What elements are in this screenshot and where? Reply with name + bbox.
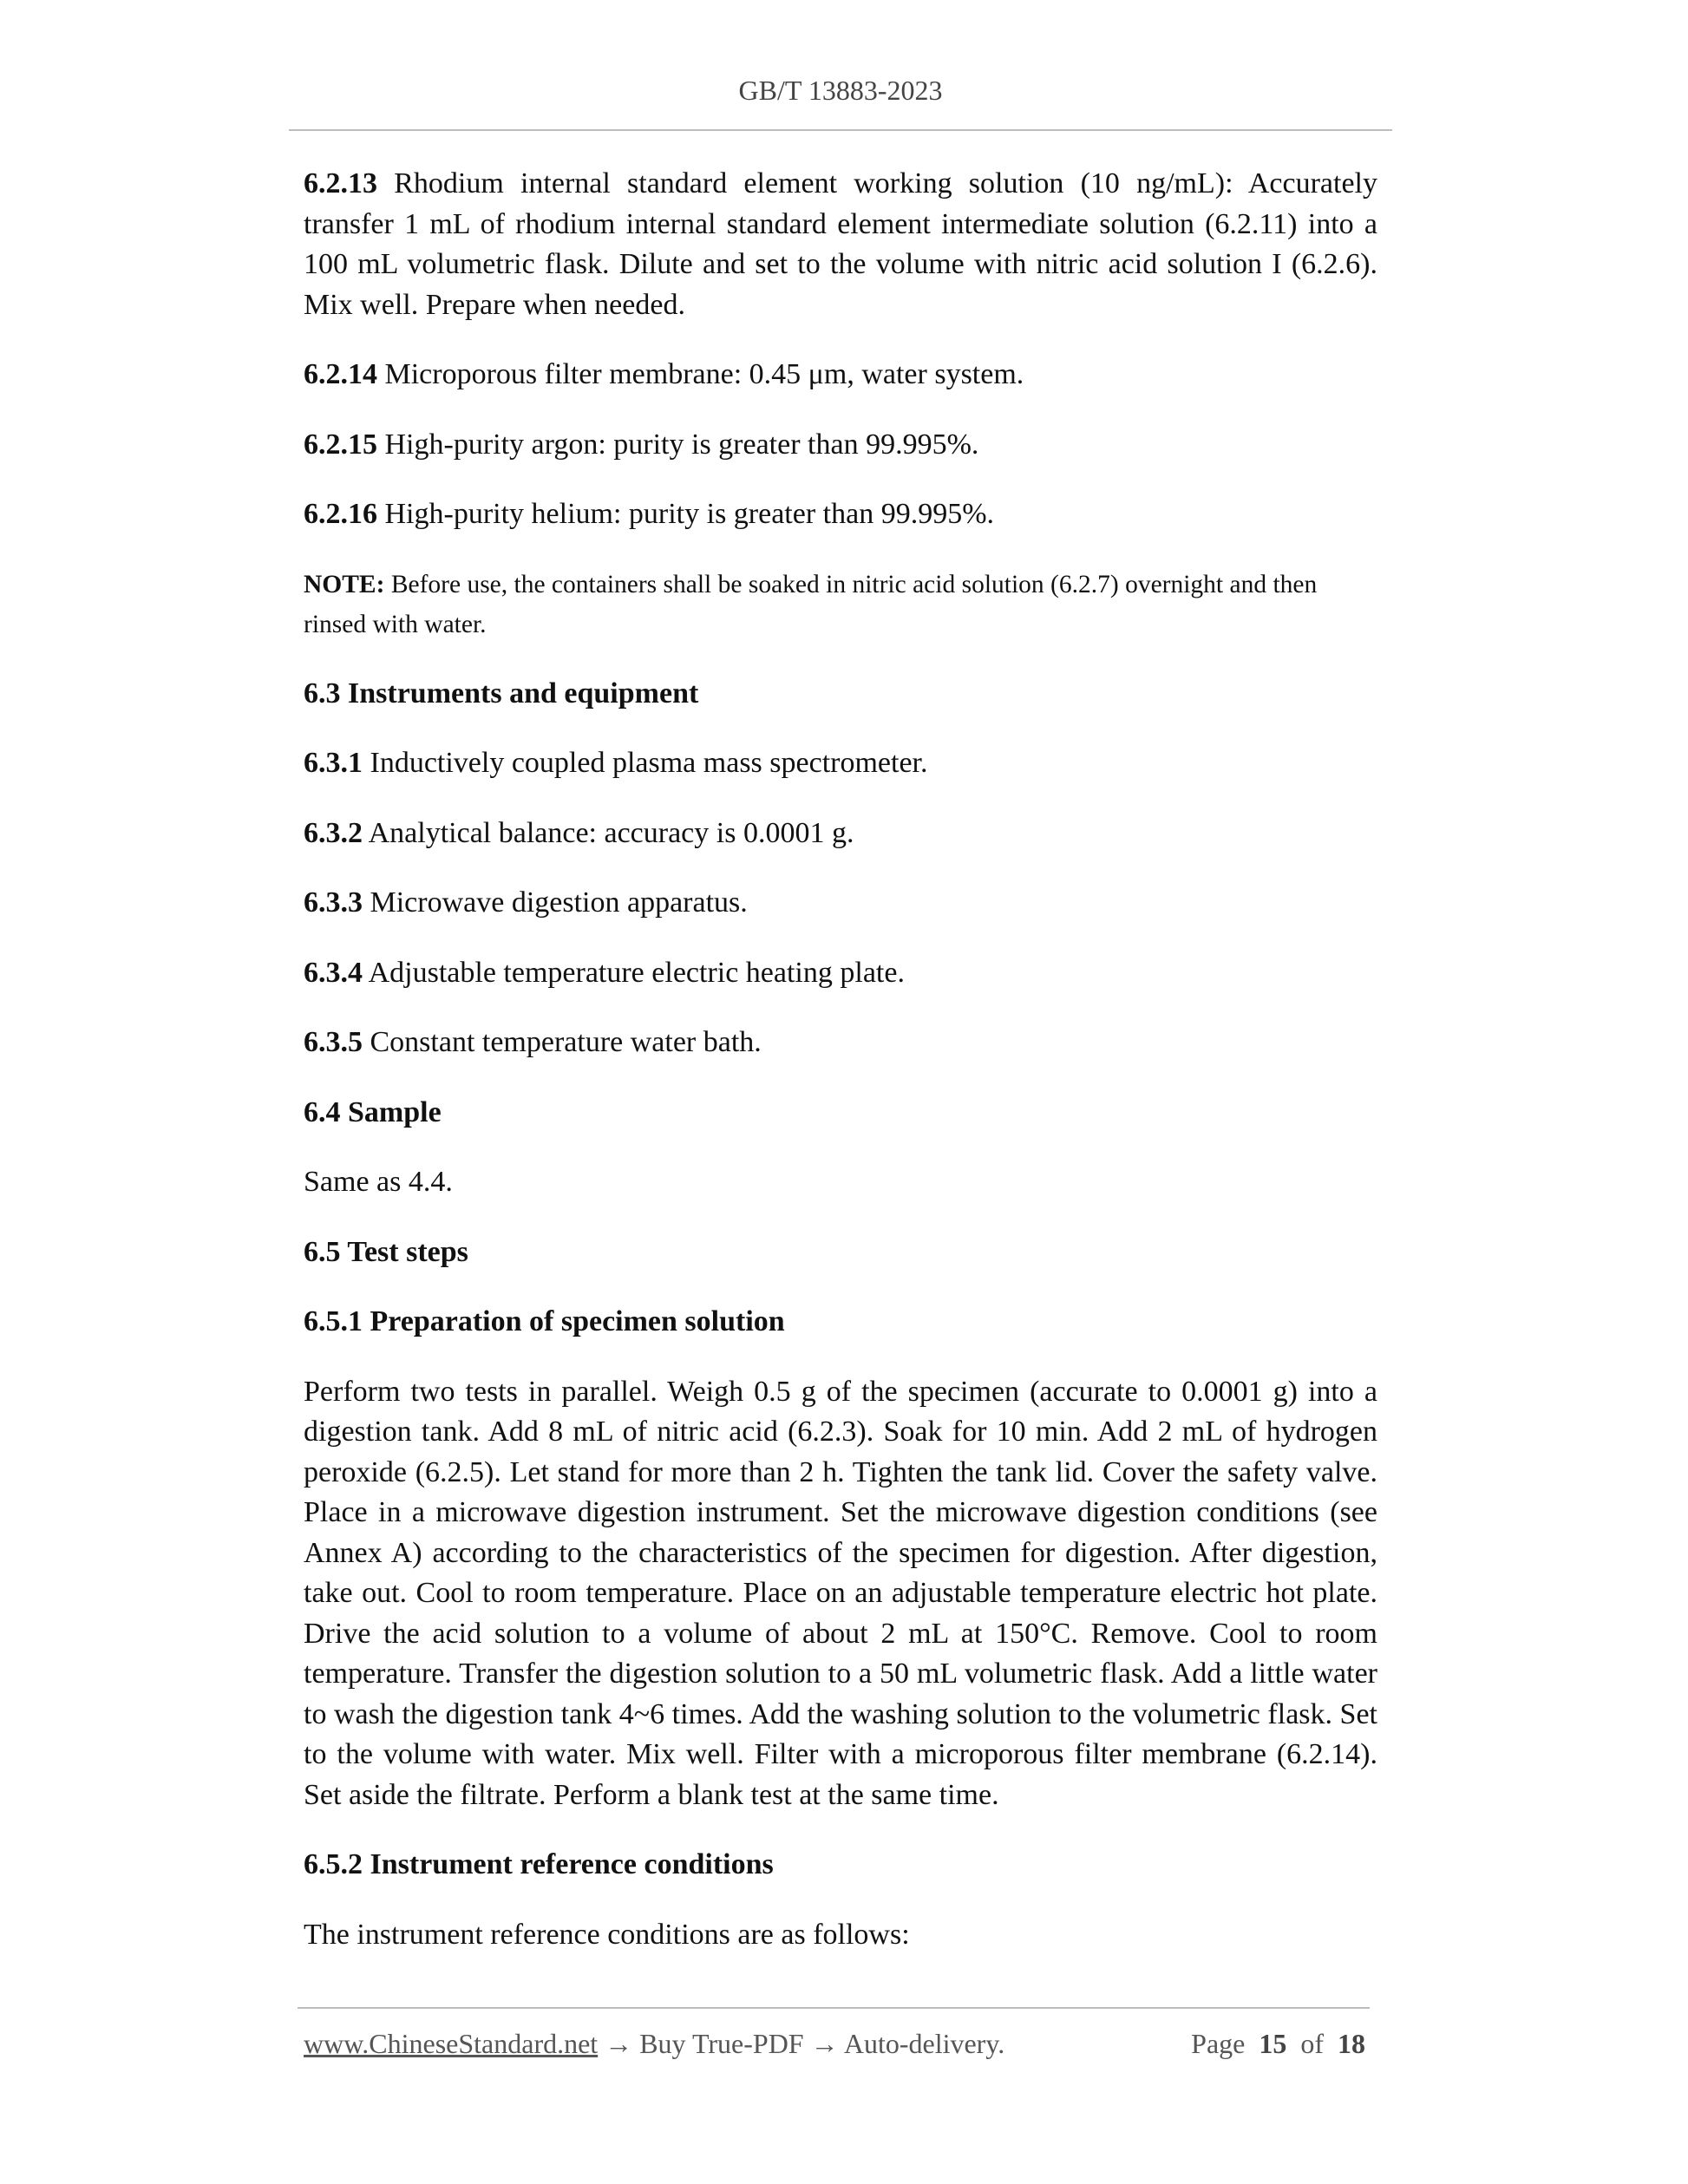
running-header: GB/T 13883-2023 (738, 75, 943, 106)
section-heading-6-4: 6.4 Sample (304, 1095, 442, 1128)
clause-text: Rhodium internal standard element working solution (10 ng/mL): Accurately transfer 1 mL of rhodium internal standard element intermediate solution (6.2.11) into a 100 mL volumetric flask. Dilute and set to the volume with nitric acid solution I (6.2.6). Mix well. Prepare when needed. (304, 167, 1377, 321)
clause-number: 6.2.16 (304, 498, 377, 530)
header-rule (289, 129, 1392, 131)
section-heading-6-5: 6.5 Test steps (304, 1235, 468, 1268)
clause-number: 6.3.2 (304, 816, 363, 849)
clause-text: Inductively coupled plasma mass spectrometer. (363, 747, 928, 779)
clause-6-2-14 (304, 355, 1377, 396)
page-number: 15 (1259, 2028, 1287, 2059)
section-heading-6-5-1: 6.5.1 Preparation of specimen solution (304, 1305, 785, 1337)
note-label: NOTE: (304, 570, 385, 598)
note (304, 565, 1377, 644)
clause-6-3-1 (304, 743, 1377, 784)
clause-text: Microwave digestion apparatus. (363, 886, 748, 919)
clause-number: 6.3.5 (304, 1026, 363, 1058)
clause-number: 6.3.1 (304, 747, 363, 779)
page-total: 18 (1338, 2028, 1365, 2059)
page-counter (1191, 2028, 1365, 2060)
clause-6-3-2 (304, 814, 1377, 854)
page-word: Page (1191, 2028, 1246, 2059)
clause-text: Analytical balance: accuracy is 0.0001 g. (363, 816, 854, 849)
clause-text: Constant temperature water bath. (363, 1026, 762, 1058)
clause-text: High-purity helium: purity is greater than 99.995%. (377, 498, 995, 530)
paragraph-6-5-2: The instrument reference conditions are as follows: (304, 1918, 910, 1951)
clause-number: 6.2.13 (304, 167, 377, 199)
footer-rule (298, 2007, 1370, 2009)
clause-6-2-13 (304, 164, 1377, 325)
clause-text: Adjustable temperature electric heating plate. (363, 956, 905, 989)
clause-6-2-16 (304, 494, 1377, 535)
clause-text: Microporous filter membrane: 0.45 μm, water system. (377, 358, 1024, 390)
clause-6-2-15 (304, 425, 1377, 466)
section-heading-6-5-2: 6.5.2 Instrument reference conditions (304, 1848, 774, 1880)
clause-6-3-5 (304, 1023, 1377, 1063)
paragraph-6-4: Same as 4.4. (304, 1166, 453, 1198)
clause-number: 6.2.15 (304, 428, 377, 461)
section-heading-6-3: 6.3 Instruments and equipment (304, 677, 699, 709)
clause-number: 6.3.3 (304, 886, 363, 919)
clause-6-3-4 (304, 953, 1377, 994)
paragraph-6-5-1: Perform two tests in parallel. Weigh 0.5 g of the specimen (accurate to 0.0001 g) into a digestion tank. Add 8 mL of nitric acid (6.2.3). Soak for 10 min. Add 2 mL of hydrogen peroxide (6.2.5). Let stand for more than 2 h. Tighten the tank lid. Cover the safety valve. Place in a microwave digestion instrument. Set the microwave digestion conditions (see Annex A) according to the characteristics of the specimen for digestion. After digestion, take out. Cool to room temperature. Place on an adjustable temperature electric hot plate. Drive the acid solution to a volume of about 2 mL at 150°C. Remove. Cool to room temperature. Transfer the digestion solution to a 50 mL volumetric flask. Add a little water to wash the digestion tank 4~6 times. Add the washing solution to the volumetric flask. Set to the volume with water. Mix well. Filter with a microporous filter membrane (6.2.14). Set aside the filtrate. Perform a blank test at the same time. (304, 1375, 1377, 1811)
clause-6-3-3 (304, 883, 1377, 924)
clause-number: 6.2.14 (304, 358, 377, 390)
website-link[interactable]: www.ChineseStandard.net (304, 2028, 599, 2059)
clause-text: High-purity argon: purity is greater than 99.995%. (377, 428, 979, 461)
page-body (304, 164, 1377, 1985)
footer-promo (304, 2028, 1004, 2060)
clause-number: 6.3.4 (304, 956, 363, 989)
note-text: Before use, the containers shall be soaked in nitric acid solution (6.2.7) overnight and then rinsed with water. (304, 570, 1318, 638)
footer-trail: → Buy True-PDF → Auto-delivery. (598, 2028, 1005, 2059)
of-word: of (1300, 2028, 1324, 2059)
